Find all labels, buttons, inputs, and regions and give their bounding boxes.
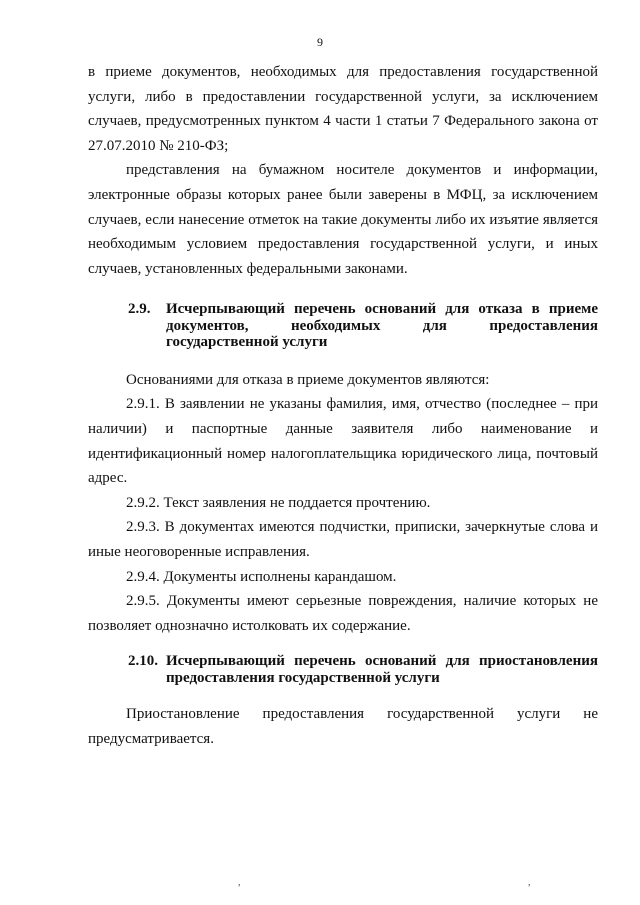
section-title: Исчерпывающий перечень оснований для отказа в приеме документов, необходимых для предоставления государственной услуги [166, 301, 598, 351]
paragraph: в приеме документов, необходимых для предоставления государственной услуги, либо в предоставлении государственной услуги, за исключением случаев, предусмотренных пунктом 4 части 1 статьи 7 Федерального закона от 27.07.2010 № 210-ФЗ; [88, 64, 598, 154]
paragraph: представления на бумажном носителе документов и информации, электронные образы которых ранее были заверены в МФЦ, за исключением случаев, если нанесение отметок на такие документы либо их изъятие является необходимым условием предоставления государственной услуги, и иных случаев, установленных федеральными законами. [88, 162, 598, 277]
section-number: 2.10. [128, 653, 158, 670]
list-item: 2.9.4. Документы исполнены карандашом. [126, 568, 397, 585]
section-heading-2-10 [88, 653, 598, 686]
list-item: 2.9.5. Документы имеют серьезные повреждения, наличие которых не позволяет однозначно истолковать их содержание. [88, 593, 598, 634]
page-number: 9 [317, 35, 323, 49]
scan-mark: , [238, 877, 241, 888]
scan-mark: , [528, 877, 531, 888]
document-body [88, 60, 598, 752]
section-title: Исчерпывающий перечень оснований для приостановления предоставления государственной услуги [166, 653, 598, 686]
list-item: 2.9.3. В документах имеются подчистки, приписки, зачеркнутые слова и иные неоговоренные исправления. [88, 519, 598, 560]
list-item: 2.9.2. Текст заявления не поддается прочтению. [126, 494, 431, 511]
section-lead: Основаниями для отказа в приеме документов являются: [126, 371, 490, 388]
section-body: Приостановление предоставления государственной услуги не предусматривается. [88, 706, 598, 747]
section-number: 2.9. [128, 301, 151, 318]
list-item: 2.9.1. В заявлении не указаны фамилия, имя, отчество (последнее – при наличии) и паспортные данные заявителя либо наименование и идентификационный номер налогоплательщика юридического лица, почтовый адрес. [88, 396, 598, 487]
section-heading-2-9 [88, 301, 598, 351]
